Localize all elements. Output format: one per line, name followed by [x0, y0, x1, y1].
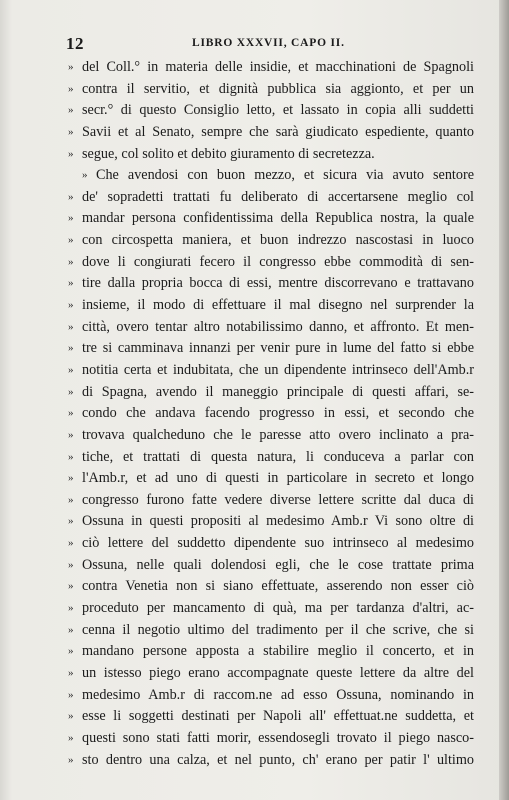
quote-mark: » — [68, 472, 74, 485]
quote-mark: » — [68, 212, 74, 225]
line-text: un istesso piego erano accompagnate queste lettere da altre del — [82, 664, 474, 681]
quote-mark: » — [68, 299, 74, 312]
text-line — [68, 252, 474, 274]
quote-mark: » — [68, 234, 74, 247]
text-line — [68, 706, 474, 728]
text-line — [68, 273, 474, 295]
line-text: de' sopradetti trattati fu deliberato di accertarsene meglio col — [82, 188, 474, 205]
page-edge-shadow — [499, 0, 509, 800]
text-line — [68, 317, 474, 339]
quote-mark: » — [68, 61, 74, 73]
quote-mark: » — [68, 125, 74, 138]
text-line — [68, 57, 474, 79]
text-line — [68, 468, 474, 490]
body-text — [68, 57, 474, 771]
line-text: Ossuna, nelle quali dolendosi egli, che le cose trattate prima — [82, 556, 474, 573]
quote-mark: » — [68, 537, 74, 550]
line-text: Che avendosi con buon mezzo, et sicura via avuto sentore — [96, 167, 474, 184]
text-line — [68, 447, 474, 469]
line-text: esse li soggetti destinati per Napoli all' effettuat.ne suddetta, et — [82, 708, 474, 725]
text-line — [68, 295, 474, 317]
text-line — [68, 230, 474, 252]
text-line — [68, 165, 474, 187]
text-line — [68, 663, 474, 685]
line-text: trovava qualcheduno che le paresse atto overo inclinato a pra- — [82, 426, 474, 443]
line-text: Savii et al Senato, sempre che sarà giudicato espediente, quanto — [82, 123, 474, 140]
quote-mark: » — [68, 104, 74, 117]
line-text: con circospetta maniera, et buon indrezzo nascostasi in luoco — [82, 232, 474, 249]
text-line — [68, 187, 474, 209]
text-line — [68, 425, 474, 447]
text-line — [68, 641, 474, 663]
quote-mark: » — [68, 493, 74, 506]
line-text: di Spagna, avendo il maneggio principale di questi affari, se- — [82, 383, 474, 400]
text-line — [68, 144, 474, 166]
text-line — [68, 728, 474, 750]
text-line — [68, 620, 474, 642]
quote-mark: » — [68, 666, 74, 679]
line-text: contra Venetia non si siano effettuate, asserendo non esser ciò — [82, 578, 474, 595]
line-text: l'Amb.r, et ad uno di questi in particolare in secreto et longo — [82, 470, 474, 487]
quote-mark: » — [68, 407, 74, 420]
line-text: questi sono stati fatti morir, essendosegli trovato il piego nasco- — [82, 729, 474, 746]
line-text: tre si camminava innanzi per venir pure in lume del fatto si ebbe — [82, 340, 474, 357]
text-line — [68, 576, 474, 598]
text-line — [68, 403, 474, 425]
quote-mark: » — [68, 320, 74, 333]
line-text: notitia certa et indubitata, che un dipendente intrinseco dell'Amb.r — [82, 361, 474, 378]
text-line — [68, 122, 474, 144]
line-text: Ossuna in questi propositi al medesimo Amb.r Vi sono oltre di — [82, 513, 474, 530]
quote-mark: » — [68, 428, 74, 441]
text-line — [68, 382, 474, 404]
quote-mark: » — [68, 147, 74, 160]
line-text: contra il servitio, et dignità pubblica sia aggionto, et per un — [82, 80, 474, 97]
page-header — [62, 34, 482, 52]
text-line — [68, 685, 474, 707]
quote-mark: » — [68, 731, 74, 744]
quote-mark: » — [68, 277, 74, 290]
quote-mark: » — [68, 602, 74, 615]
quote-mark: » — [68, 255, 74, 268]
line-text: medesimo Amb.r di raccom.ne ad esso Ossuna, nominando in — [82, 686, 474, 703]
quote-mark: » — [68, 558, 74, 571]
line-text: segue, col solito et debito giuramento di secretezza. — [82, 145, 375, 162]
text-line — [68, 511, 474, 533]
line-text: congresso furono fatte vedere diverse lettere scritte dal duca di — [82, 491, 474, 508]
line-text: insieme, il modo di effettuare il mal disegno nel surprender la — [82, 297, 474, 314]
quote-mark: » — [68, 753, 74, 766]
text-line — [68, 490, 474, 512]
line-text: condo che andava facendo progresso in essi, et secondo che — [82, 405, 474, 422]
running-title: LIBRO XXXVII, CAPO II. — [192, 37, 345, 49]
line-text: mandar persona confidentissima della Republica nostra, la quale — [82, 210, 474, 227]
line-text: città, overo tentar altro notabilissimo danno, et affronto. Et men- — [82, 318, 474, 335]
text-line — [68, 598, 474, 620]
line-text: del Coll.° in materia delle insidie, et macchinationi de Spagnoli — [82, 59, 474, 75]
quote-mark: » — [68, 342, 74, 355]
quote-mark: » — [68, 385, 74, 398]
text-line — [68, 100, 474, 122]
quote-mark: » — [68, 363, 74, 376]
line-text: cenna il negotio ultimo del tradimento per il che scrive, che si — [82, 621, 474, 638]
quote-mark: » — [68, 580, 74, 593]
line-text: sto dentro una calza, et nel punto, ch' erano per patir l' ultimo — [82, 751, 474, 768]
quote-mark: » — [68, 450, 74, 463]
quote-mark: » — [68, 688, 74, 701]
text-line — [68, 79, 474, 101]
quote-mark: » — [68, 82, 74, 95]
text-line — [68, 750, 474, 772]
text-line — [68, 360, 474, 382]
text-line — [68, 533, 474, 555]
line-text: tiche, et trattati di questa natura, li conduceva a parlar con — [82, 448, 474, 465]
line-text: secr.° di questo Consiglio letto, et lassato in copia alli suddetti — [82, 102, 474, 119]
quote-mark: » — [82, 169, 88, 182]
quote-mark: » — [68, 190, 74, 203]
text-line — [68, 208, 474, 230]
text-line — [68, 555, 474, 577]
line-text: tire dalla propria bocca di essi, mentre discorrevano e trattavano — [82, 275, 474, 292]
line-text: dove li congiurati fecero il congresso ebbe commodità di sen- — [82, 253, 474, 270]
text-line — [68, 338, 474, 360]
quote-mark: » — [68, 645, 74, 658]
page-number: 12 — [66, 34, 84, 53]
line-text: mandano persone apposta a stabilire meglio il concerto, et in — [82, 643, 474, 660]
quote-mark: » — [68, 623, 74, 636]
quote-mark: » — [68, 515, 74, 528]
quote-mark: » — [68, 710, 74, 723]
line-text: ciò lettere del suddetto dipendente suo intrinseco al medesimo — [82, 535, 474, 552]
line-text: proceduto per mancamento di quà, ma per tardanza d'altri, ac- — [82, 600, 474, 617]
